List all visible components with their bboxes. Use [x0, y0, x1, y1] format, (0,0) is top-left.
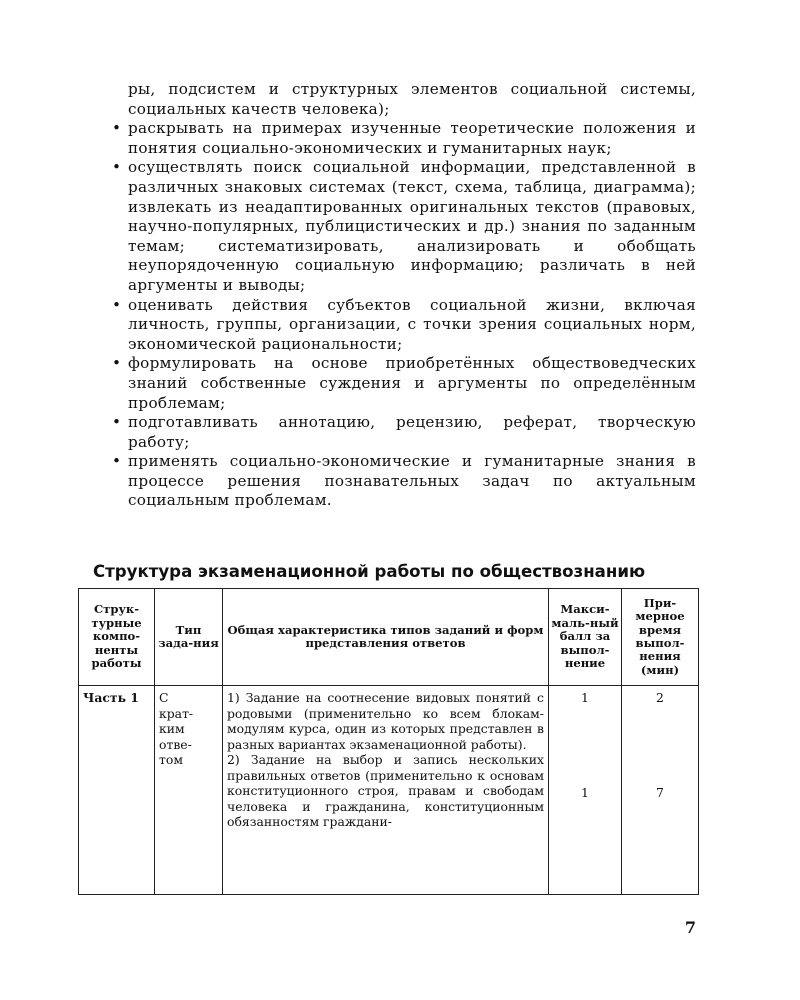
body-text [110, 80, 696, 511]
time-1: 2 [656, 690, 664, 705]
task-2-text: 2) Задание на выбор и запись нескольких правильных ответов (применительно к основам конституционного строя, правам и свободам человека и гражданина, конституционным обязанностям граждани- [227, 752, 544, 829]
bullet-item [110, 119, 696, 158]
bullet-icon: • [112, 158, 122, 177]
header-max-score: Макси-маль-ный балл за выпол-нение [549, 589, 622, 686]
score-1: 1 [581, 690, 589, 705]
table-header-row [79, 589, 699, 686]
bullet-icon: • [112, 295, 122, 314]
score-2: 1 [581, 785, 589, 800]
bullet-text: раскрывать на примерах изученные теоретические положения и понятия социально-экономических и гуманитарных наук; [128, 119, 696, 157]
time-2: 7 [656, 785, 664, 800]
cell-type-text: С крат-ким отве-том [159, 690, 194, 767]
bullet-icon: • [112, 452, 122, 471]
cell-score [549, 686, 622, 895]
bullet-item [110, 413, 696, 452]
bullet-text: подготавливать аннотацию, рецензию, реферат, творческую работу; [128, 413, 696, 451]
section-title: Структура экзаменационной работы по обществознанию [93, 562, 646, 581]
cell-time [622, 686, 699, 895]
bullet-icon: • [112, 413, 122, 432]
continuation-paragraph: ры, подсистем и структурных элементов социальной системы, социальных качеств человека); [128, 80, 696, 118]
bullet-text: применять социально-экономические и гуманитарные знания в процессе решения познавательных задач по актуальным социальным проблемам. [128, 452, 696, 510]
page-number: 7 [684, 918, 696, 937]
bullet-item [110, 296, 696, 355]
header-time: При-мерное время выпол-нения (мин) [622, 589, 699, 686]
header-components: Струк-турные компо-ненты работы [79, 589, 155, 686]
bullet-icon: • [112, 354, 122, 373]
bullet-list [110, 119, 696, 511]
bullet-item [110, 158, 696, 295]
header-task-type: Тип зада-ния [155, 589, 223, 686]
bullet-text: формулировать на основе приобретённых обществоведческих знаний собственные суждения и аргументы по определённым проблемам; [128, 354, 696, 412]
cell-description [223, 686, 549, 895]
bullet-item [110, 452, 696, 511]
bullet-item [110, 354, 696, 413]
cell-type [155, 686, 223, 895]
header-description: Общая характеристика типов заданий и форм представления ответов [223, 589, 549, 686]
bullet-icon: • [112, 119, 122, 138]
bullet-text: осуществлять поиск социальной информации, представленной в различных знаковых системах (текст, схема, таблица, диаграмма); извлекать из неадаптированных оригинальных текстов (правовых, научно-популярных, публицистических и др.) знания по заданным темам; систематизировать, анализировать и обобщать неупорядоченную социальную информацию; различать в ней аргументы и выводы; [128, 158, 696, 294]
table-row [79, 686, 699, 895]
bullet-text: оценивать действия субъектов социальной жизни, включая личность, группы, организации, с точки зрения социальных норм, экономической рациональности; [128, 295, 696, 353]
exam-structure-table [78, 588, 699, 895]
cell-part: Часть 1 [79, 686, 155, 895]
task-1-text: 1) Задание на соотнесение видовых понятий с родовыми (применительно ко всем блокам-модулям курса, один из которых представлен в разных вариантах экзаменационной работы). [227, 690, 544, 752]
